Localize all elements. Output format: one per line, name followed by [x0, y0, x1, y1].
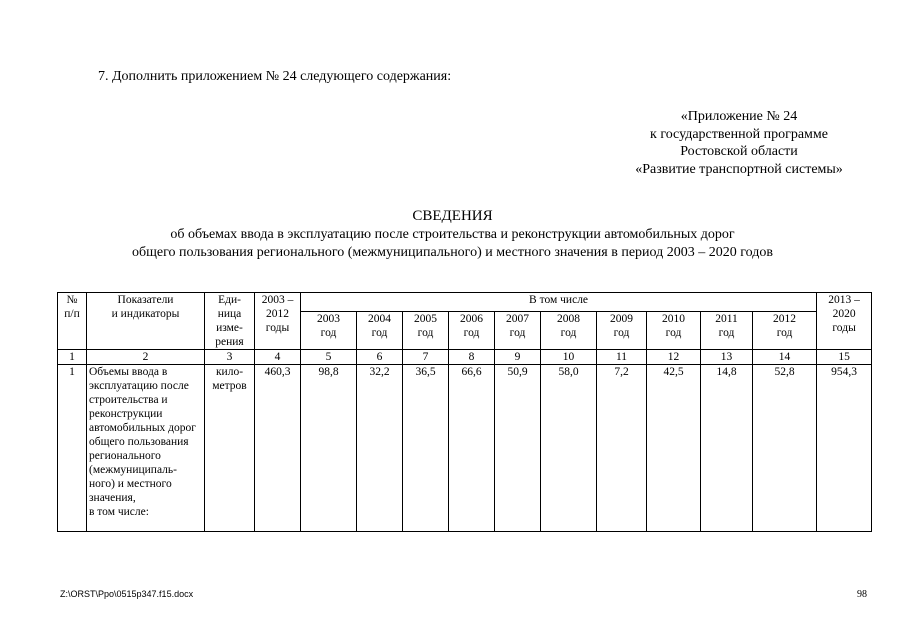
row-year-value: 58,0 [541, 365, 597, 532]
header-year: 2003 год [301, 312, 357, 350]
header-year: 2008 год [541, 312, 597, 350]
header-year: 2006 год [449, 312, 495, 350]
row-total-2013-2020: 954,3 [817, 365, 872, 532]
column-number: 4 [255, 350, 301, 365]
header-including: В том числе [301, 293, 817, 312]
subtitle-line-1: об объемах ввода в эксплуатацию после строительства и реконструкции автомобильных дорог [170, 227, 735, 242]
column-number: 14 [753, 350, 817, 365]
appendix-line-2: к государственной программе [650, 126, 828, 142]
document-title: СВЕДЕНИЯ [412, 208, 493, 224]
document-subtitle [0, 226, 905, 262]
row-year-value: 7,2 [597, 365, 647, 532]
appendix-line-4: «Развитие транспортной системы» [635, 161, 843, 177]
header-year: 2012 год [753, 312, 817, 350]
footer-file-path: Z:\ORST\Ppo\0515p347.f15.docx [60, 589, 194, 599]
header-indicators: Показатели и индикаторы [87, 293, 205, 350]
column-number: 15 [817, 350, 872, 365]
column-number: 13 [701, 350, 753, 365]
row-total-2003-2012: 460,3 [255, 365, 301, 532]
header-row-1 [58, 293, 872, 312]
subtitle-line-2: общего пользования регионального (межмуниципального) и местного значения в период 2003 – 2020 годов [132, 245, 773, 260]
column-number: 11 [597, 350, 647, 365]
row-year-value: 66,6 [449, 365, 495, 532]
column-number-row [58, 350, 872, 365]
row-year-value: 50,9 [495, 365, 541, 532]
paragraph-7: 7. Дополнить приложением № 24 следующего содержания: [98, 69, 452, 84]
column-number: 12 [647, 350, 701, 365]
row-year-value: 14,8 [701, 365, 753, 532]
data-table [57, 292, 872, 532]
appendix-line-1: «Приложение № 24 [680, 109, 798, 124]
row-year-value: 98,8 [301, 365, 357, 532]
column-number: 9 [495, 350, 541, 365]
header-year: 2005 год [403, 312, 449, 350]
column-number: 3 [205, 350, 255, 365]
column-number: 8 [449, 350, 495, 365]
column-number: 6 [357, 350, 403, 365]
row-unit: кило- метров [205, 365, 255, 532]
column-number: 2 [87, 350, 205, 365]
column-number: 10 [541, 350, 597, 365]
row-year-value: 32,2 [357, 365, 403, 532]
header-year: 2004 год [357, 312, 403, 350]
header-unit: Еди- ница изме- рения [205, 293, 255, 350]
appendix-line-3: Ростовской области [680, 144, 798, 159]
column-number: 7 [403, 350, 449, 365]
header-year: 2010 год [647, 312, 701, 350]
appendix-heading [609, 108, 869, 178]
header-total-2003-2012: 2003 – 2012 годы [255, 293, 301, 350]
column-number: 5 [301, 350, 357, 365]
row-indicator: Объемы ввода в эксплуатацию после строительства и реконструкции автомобильных дорог общего пользования регионального (межмуниципаль-ного) и местного значения, в том числе: [87, 365, 205, 532]
header-total-2013-2020: 2013 – 2020 годы [817, 293, 872, 350]
footer-page-number: 98 [857, 589, 867, 600]
row-year-value: 42,5 [647, 365, 701, 532]
column-number: 1 [58, 350, 87, 365]
row-num: 1 [58, 365, 87, 532]
row-year-value: 36,5 [403, 365, 449, 532]
header-year: 2011 год [701, 312, 753, 350]
header-year: 2009 год [597, 312, 647, 350]
table-row [58, 365, 872, 532]
header-year: 2007 год [495, 312, 541, 350]
row-year-value: 52,8 [753, 365, 817, 532]
header-num: № п/п [58, 293, 87, 350]
